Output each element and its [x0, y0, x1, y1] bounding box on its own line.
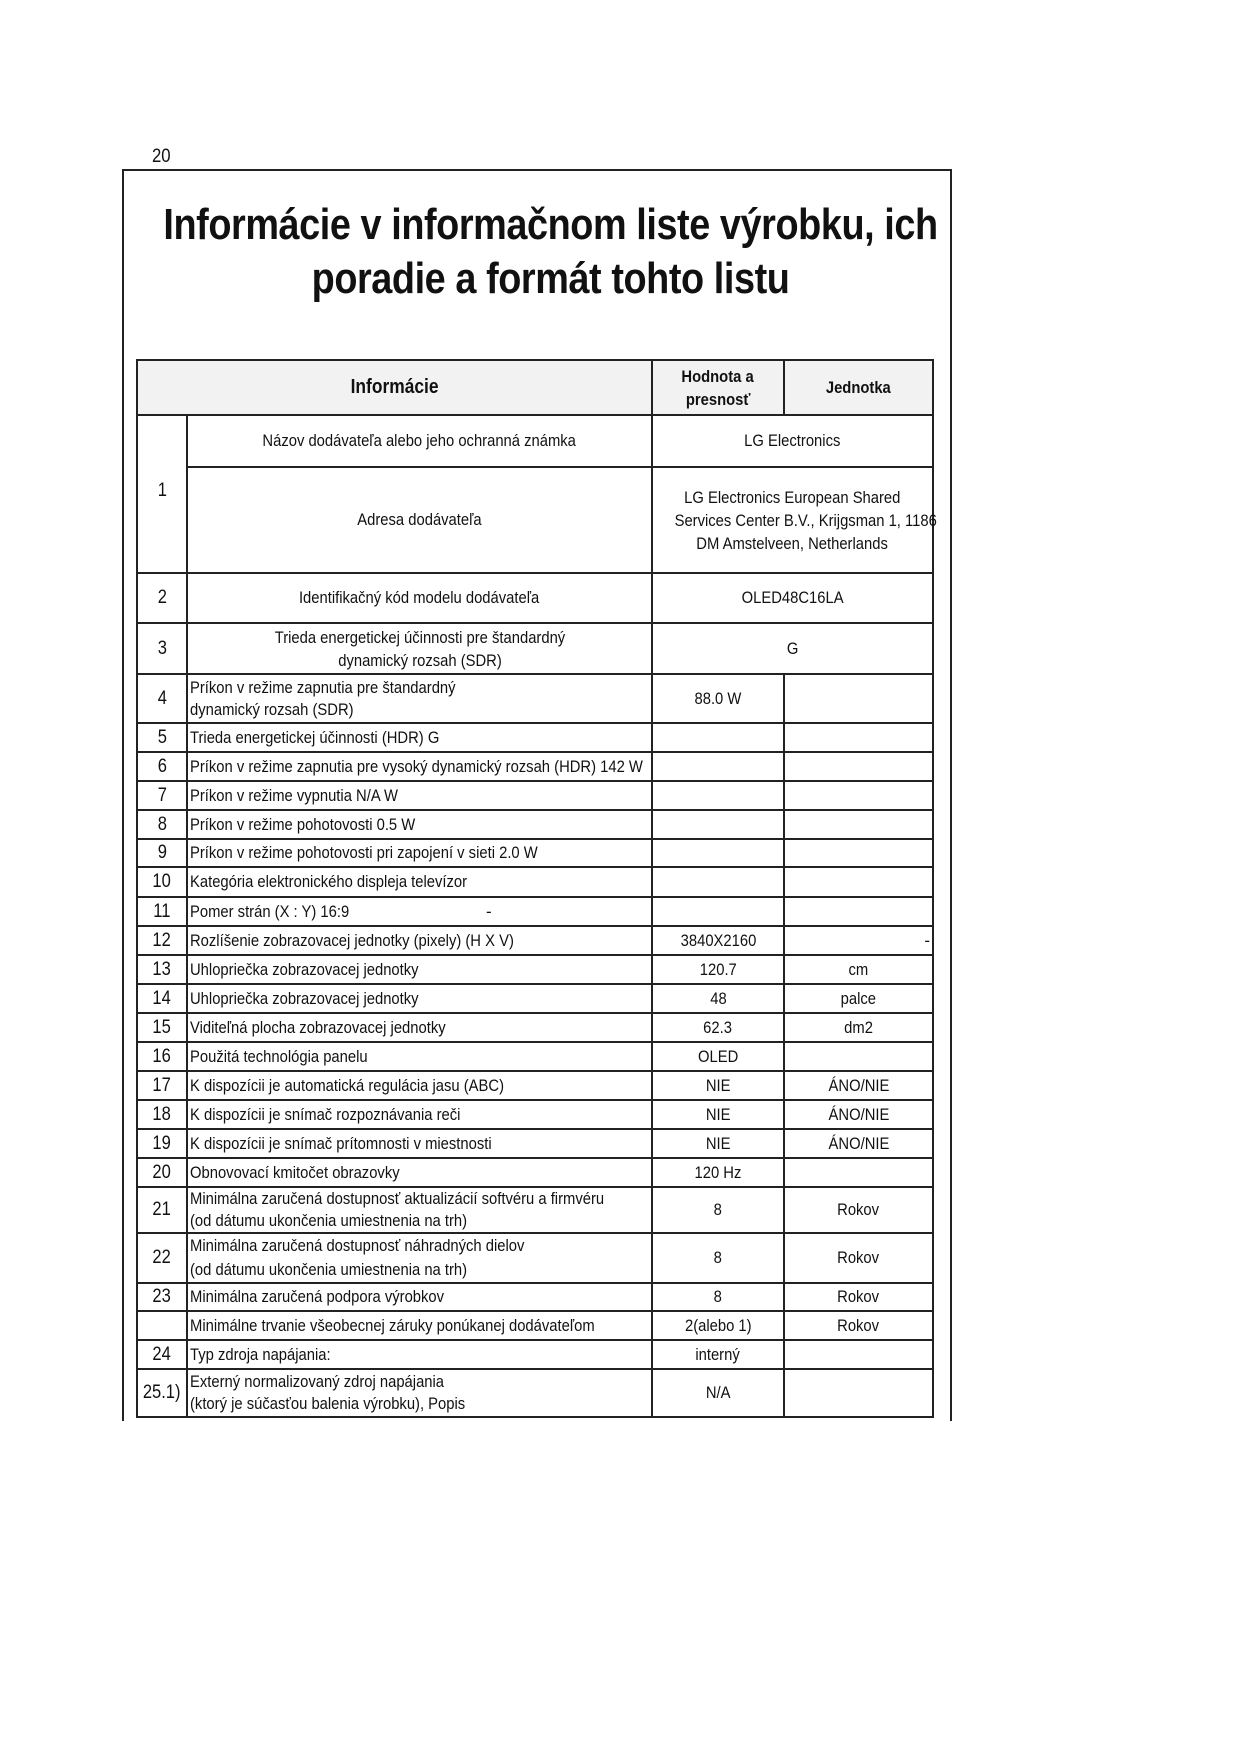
table-row — [137, 1311, 933, 1340]
row-unit: - — [784, 926, 933, 955]
row-number: 7 — [137, 781, 187, 810]
row-number: 19 — [137, 1129, 187, 1158]
row-number: 15 — [137, 1013, 187, 1042]
row-unit — [784, 752, 933, 781]
row-info: Adresa dodávateľa — [187, 467, 652, 573]
row-value: NIE — [652, 1129, 784, 1158]
row-number: 14 — [137, 984, 187, 1013]
row-unit — [784, 897, 933, 926]
row-unit: ÁNO/NIE — [784, 1129, 933, 1158]
row-unit: Rokov — [784, 1311, 933, 1340]
table-row — [137, 1369, 933, 1417]
row-info: Identifikačný kód modelu dodávateľa — [187, 573, 652, 623]
row-info: Názov dodávateľa alebo jeho ochranná známka — [187, 415, 652, 467]
row-info: Viditeľná plocha zobrazovacej jednotky — [187, 1013, 652, 1042]
row-unit — [784, 1369, 933, 1417]
row-info: Pomer strán (X : Y) 16:9 - — [187, 897, 652, 926]
row-info: Príkon v režime zapnutia pre štandardný dynamický rozsah (SDR) — [187, 674, 652, 723]
table-row — [137, 839, 933, 867]
row-value — [652, 810, 784, 839]
row-info: Uhlopriečka zobrazovacej jednotky — [187, 984, 652, 1013]
row-number: 16 — [137, 1042, 187, 1071]
row-info: Trieda energetickej účinnosti (HDR) G — [187, 723, 652, 752]
title-line-2: poradie a formát tohto listu — [311, 254, 790, 303]
table-row — [137, 467, 933, 573]
row-info: Externý normalizovaný zdroj napájania (ktorý je súčasťou balenia výrobku), Popis — [187, 1369, 652, 1417]
row-info: Obnovovací kmitočet obrazovky — [187, 1158, 652, 1187]
row-value: 2(alebo 1) — [652, 1311, 784, 1340]
row-value: 8 — [652, 1187, 784, 1233]
row-unit — [784, 1042, 933, 1071]
row-value: 8 — [652, 1233, 784, 1283]
table-row — [137, 1013, 933, 1042]
row-number: 13 — [137, 955, 187, 984]
page-number: 20 — [152, 146, 171, 167]
row-number: 5 — [137, 723, 187, 752]
table-header-row — [137, 360, 933, 415]
row-unit: cm — [784, 955, 933, 984]
row-number: 22 — [137, 1233, 187, 1283]
row-unit: Rokov — [784, 1187, 933, 1233]
row-number: 3 — [137, 623, 187, 674]
row-number: 6 — [137, 752, 187, 781]
row-number: 2 — [137, 573, 187, 623]
row-info: K dispozícii je snímač rozpoznávania reči — [187, 1100, 652, 1129]
row-unit: ÁNO/NIE — [784, 1100, 933, 1129]
row-info: K dispozícii je automatická regulácia jasu (ABC) — [187, 1071, 652, 1100]
row-value — [652, 723, 784, 752]
table-row — [137, 1100, 933, 1129]
row-info: Trieda energetickej účinnosti pre štandardný dynamický rozsah (SDR) — [187, 623, 652, 674]
table-row — [137, 1340, 933, 1369]
row-number: 9 — [137, 839, 187, 867]
row-number: 8 — [137, 810, 187, 839]
row-value: G — [652, 623, 933, 674]
row-info: Príkon v režime vypnutia N/A W — [187, 781, 652, 810]
row-info: Príkon v režime zapnutia pre vysoký dynamický rozsah (HDR) 142 W — [187, 752, 652, 781]
page-title — [130, 198, 971, 306]
row-value — [652, 897, 784, 926]
header-info: Informácie — [137, 360, 652, 415]
row-value: LG Electronics European Shared Services Center B.V., Krijgsman 1, 1186 DM Amstelveen, Netherlands — [652, 467, 933, 573]
row-info: K dispozícii je snímač prítomnosti v miestnosti — [187, 1129, 652, 1158]
row-value: 3840X2160 — [652, 926, 784, 955]
table-row — [137, 1283, 933, 1311]
row-value — [652, 781, 784, 810]
row-unit — [784, 723, 933, 752]
header-unit: Jednotka — [784, 360, 933, 415]
row-number: 4 — [137, 674, 187, 723]
table-row — [137, 1042, 933, 1071]
table-row — [137, 573, 933, 623]
row-value: 88.0 W — [652, 674, 784, 723]
table-row — [137, 1233, 933, 1283]
row-number: 18 — [137, 1100, 187, 1129]
row-value: 120 Hz — [652, 1158, 784, 1187]
row-value: N/A — [652, 1369, 784, 1417]
row-value — [652, 752, 784, 781]
row-unit: Rokov — [784, 1233, 933, 1283]
row-number: 17 — [137, 1071, 187, 1100]
row-value: 120.7 — [652, 955, 784, 984]
row-value: interný — [652, 1340, 784, 1369]
row-info: Uhlopriečka zobrazovacej jednotky — [187, 955, 652, 984]
table-row — [137, 926, 933, 955]
row-number: 25.1) — [137, 1369, 187, 1417]
row-value: NIE — [652, 1071, 784, 1100]
table-row — [137, 752, 933, 781]
table-row — [137, 984, 933, 1013]
row-number: 12 — [137, 926, 187, 955]
row-info: Príkon v režime pohotovosti 0.5 W — [187, 810, 652, 839]
row-value: 48 — [652, 984, 784, 1013]
table-row — [137, 415, 933, 467]
row-number: 23 — [137, 1283, 187, 1311]
row-info: Minimálne trvanie všeobecnej záruky ponúkanej dodávateľom — [187, 1311, 652, 1340]
row-info: Typ zdroja napájania: — [187, 1340, 652, 1369]
row-unit: ÁNO/NIE — [784, 1071, 933, 1100]
row-unit: palce — [784, 984, 933, 1013]
row-info: Minimálna zaručená dostupnosť náhradných dielov (od dátumu ukončenia umiestnenia na trh) — [187, 1233, 652, 1283]
row-unit — [784, 867, 933, 897]
row-unit — [784, 810, 933, 839]
row-value: OLED48C16LA — [652, 573, 933, 623]
table-row — [137, 897, 933, 926]
row-number: 21 — [137, 1187, 187, 1233]
table-row — [137, 674, 933, 723]
table-row — [137, 781, 933, 810]
row-value — [652, 839, 784, 867]
row-unit: Rokov — [784, 1283, 933, 1311]
row-info: Rozlíšenie zobrazovacej jednotky (pixely) (H X V) — [187, 926, 652, 955]
row-number: 20 — [137, 1158, 187, 1187]
table-row — [137, 623, 933, 674]
row-number: 24 — [137, 1340, 187, 1369]
row-value: OLED — [652, 1042, 784, 1071]
table-row — [137, 723, 933, 752]
row-number: 1 — [137, 415, 187, 573]
table-row — [137, 810, 933, 839]
row-unit — [784, 674, 933, 723]
row-info: Príkon v režime pohotovosti pri zapojení v sieti 2.0 W — [187, 839, 652, 867]
row-value: 8 — [652, 1283, 784, 1311]
row-number — [137, 1311, 187, 1340]
product-info-table — [136, 359, 937, 1418]
row-unit: dm2 — [784, 1013, 933, 1042]
row-info: Použitá technológia panelu — [187, 1042, 652, 1071]
title-line-1: Informácie v informačnom liste výrobku, ich — [163, 200, 938, 249]
table-row — [137, 1129, 933, 1158]
row-value: NIE — [652, 1100, 784, 1129]
table-row — [137, 1158, 933, 1187]
table-row — [137, 955, 933, 984]
table-row — [137, 1187, 933, 1233]
row-unit — [784, 839, 933, 867]
table-row — [137, 1071, 933, 1100]
row-number: 10 — [137, 867, 187, 897]
row-unit — [784, 1340, 933, 1369]
table-row — [137, 867, 933, 897]
row-unit — [784, 781, 933, 810]
header-value: Hodnota a presnosť — [652, 360, 784, 415]
row-value: LG Electronics — [652, 415, 933, 467]
row-info: Kategória elektronického displeja televízor — [187, 867, 652, 897]
row-info: Minimálna zaručená podpora výrobkov — [187, 1283, 652, 1311]
row-unit — [784, 1158, 933, 1187]
row-number: 11 — [137, 897, 187, 926]
row-value — [652, 867, 784, 897]
row-value: 62.3 — [652, 1013, 784, 1042]
row-info: Minimálna zaručená dostupnosť aktualizácií softvéru a firmvéru (od dátumu ukončenia umiestnenia na trh) — [187, 1187, 652, 1233]
